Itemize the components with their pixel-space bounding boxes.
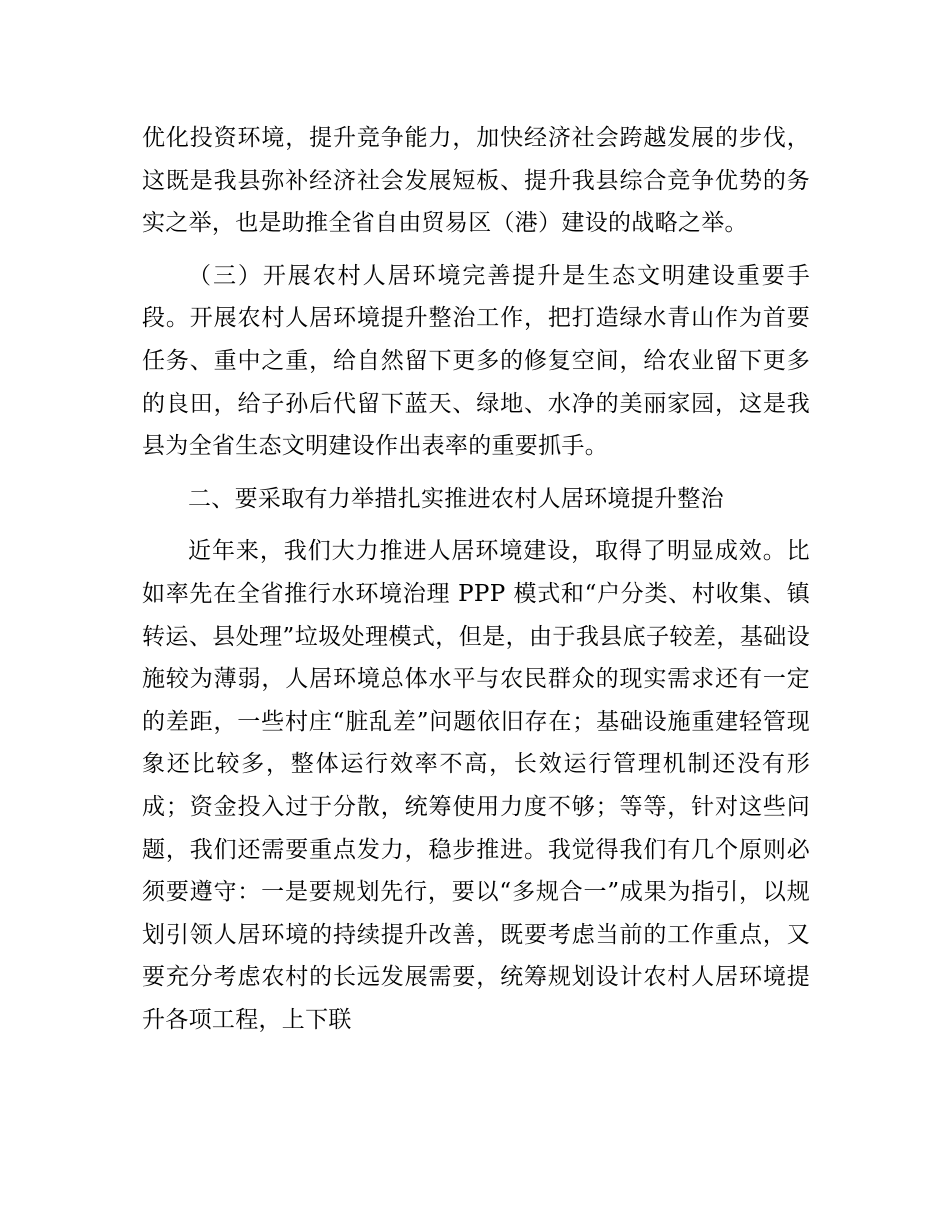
section-heading-two: 二、要采取有力举措扎实推进农村人居环境提升整治 bbox=[188, 485, 724, 512]
paragraph-section-three: （三）开展农村人居环境完善提升是生态文明建设重要手段。开展农村人居环境提升整治工作，把打造绿水青山作为首要任务、重中之重，给自然留下更多的修复空间，给农业留下更多的良田，给子孙后代留下蓝天、绿地、水净的美丽家园，这是我县为全省生态文明建设作出表率的重要抓手。 bbox=[142, 262, 810, 460]
document-body bbox=[142, 117, 810, 1041]
paragraph-recent-years: 近年来，我们大力推进人居环境建设，取得了明显成效。比如率先在全省推行水环境治理 PPP 模式和“户分类、村收集、镇转运、县处理”垃圾处理模式，但是，由于我县底子较差，基础设施较为薄弱，人居环境总体水平与农民群众的现实需求还有一定的差距，一些村庄“脏乱差”问题依旧存在；基础设施重建轻管现象还比较多，整体运行效率不高，长效运行管理机制还没有形成；资金投入过于分散，统筹使用力度不够；等等，针对这些问题，我们还需要重点发力，稳步推进。我觉得我们有几个原则必须要遵守：一是要规划先行，要以“多规合一”成果为指引，以规划引领人居环境的持续提升改善，既要考虑当前的工作重点，又要充分考虑农村的长远发展需要，统筹规划设计农村人居环境提升各项工程，上下联 bbox=[142, 538, 810, 1033]
paragraph-continuation: 优化投资环境，提升竞争能力，加快经济社会跨越发展的步伐，这既是我县弥补经济社会发展短板、提升我县综合竞争优势的务实之举，也是助推全省自由贸易区（港）建设的战略之举。 bbox=[142, 125, 810, 237]
